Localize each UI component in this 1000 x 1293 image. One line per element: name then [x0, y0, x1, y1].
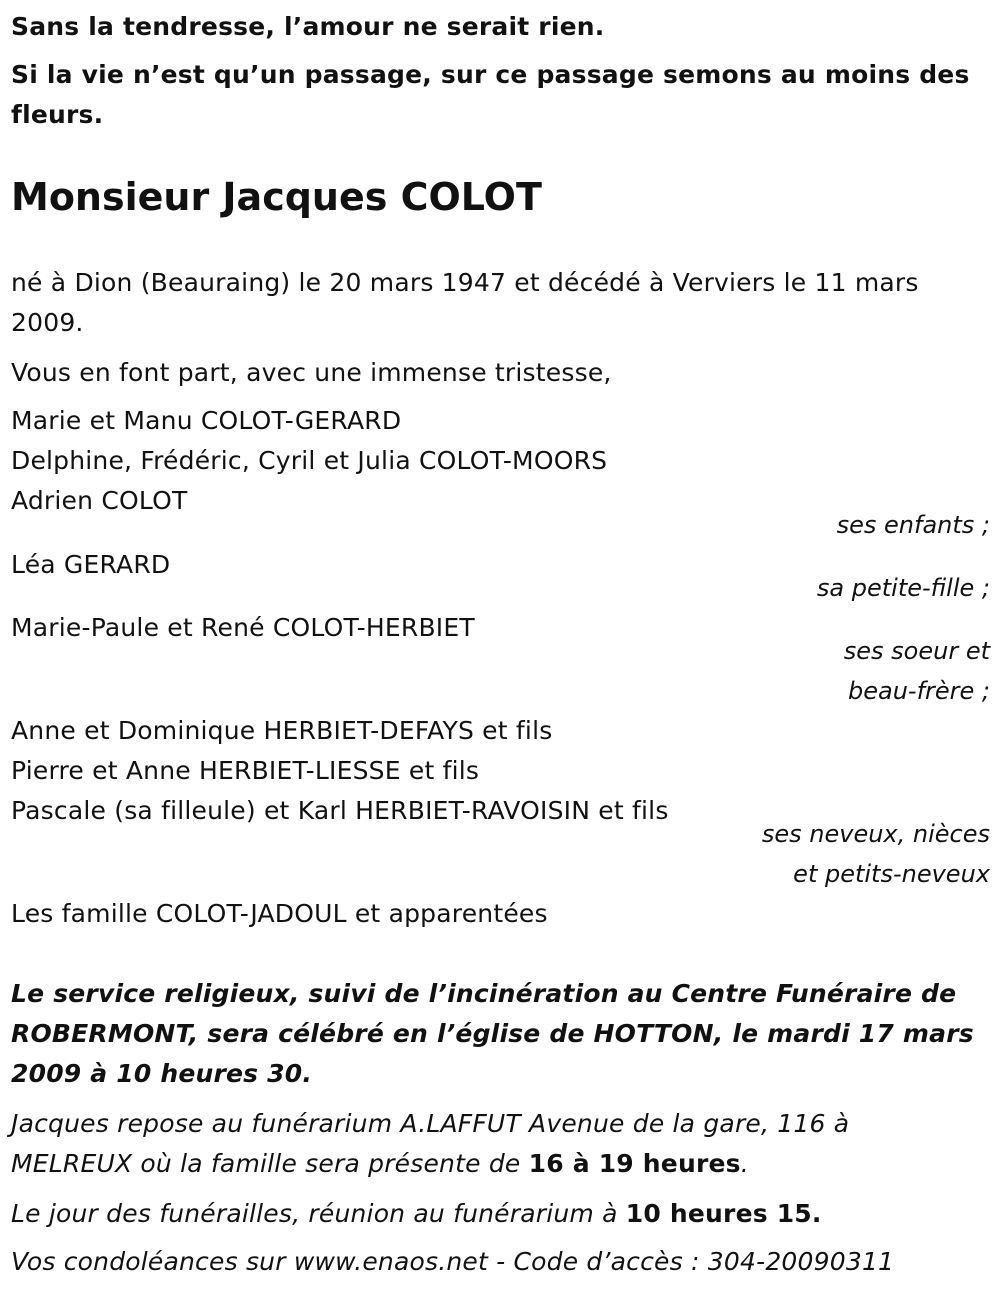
family-child-3: Adrien COLOT: [11, 486, 188, 515]
nephews-relation-line-1: ses neveux, nièces: [761, 820, 990, 848]
family-nephew-3: Pascale (sa filleule) et Karl HERBIET-RAVOISIN et fils: [11, 796, 669, 825]
family-sibling: Marie-Paule et René COLOT-HERBIET: [11, 613, 475, 642]
family-nephew-2: Pierre et Anne HERBIET-LIESSE et fils: [11, 756, 480, 785]
funerarium-line-2-end: .: [740, 1149, 749, 1178]
family-other: Les famille COLOT-JADOUL et apparentées: [11, 899, 548, 928]
sibling-relation-line-2: beau-frère ;: [847, 677, 990, 705]
service-line-3: 2009 à 10 heures 30.: [11, 1059, 313, 1088]
meeting-text: Le jour des funérailles, réunion au funérarium à: [11, 1199, 626, 1228]
nephews-relation-line-2: et petits-neveux: [793, 860, 990, 888]
family-nephew-1: Anne et Dominique HERBIET-DEFAYS et fils: [11, 716, 553, 745]
granddaughter-relation: sa petite-fille ;: [816, 574, 990, 602]
condolences-line: Vos condoléances sur www.enaos.net - Code d’accès : 304-20090311: [11, 1247, 895, 1276]
announcement-intro: Vous en font part, avec une immense tristesse,: [11, 358, 612, 387]
quote-line-1: Sans la tendresse, l’amour ne serait rien.: [11, 12, 605, 41]
visiting-hours: 16 à 19 heures: [528, 1149, 741, 1178]
service-line-2: ROBERMONT, sera célébré en l’église de HOTTON, le mardi 17 mars: [11, 1019, 974, 1048]
meeting-line: [11, 1194, 822, 1234]
birth-death-line-1: né à Dion (Beauraing) le 20 mars 1947 et décédé à Verviers le 11 mars: [11, 268, 919, 297]
sibling-relation-line-1: ses soeur et: [843, 637, 990, 665]
family-granddaughter: Léa GERARD: [11, 550, 171, 579]
deceased-name: Monsieur Jacques COLOT: [11, 175, 542, 219]
funerarium-line-2-text: MELREUX où la famille sera présente de: [11, 1149, 529, 1178]
meeting-time: 10 heures 15.: [625, 1199, 822, 1228]
birth-death-line-2: 2009.: [11, 308, 84, 337]
service-line-1: Le service religieux, suivi de l’incinération au Centre Funéraire de: [11, 979, 957, 1008]
children-relation: ses enfants ;: [836, 511, 990, 539]
funerarium-line-1: Jacques repose au funérarium A.LAFFUT Avenue de la gare, 116 à: [11, 1109, 850, 1138]
quote-line-2: Si la vie n’est qu’un passage, sur ce passage semons au moins des: [11, 60, 970, 89]
family-child-2: Delphine, Frédéric, Cyril et Julia COLOT-MOORS: [11, 446, 608, 475]
funerarium-line-2: [11, 1144, 749, 1184]
quote-line-3: fleurs.: [11, 100, 104, 129]
family-child-1: Marie et Manu COLOT-GERARD: [11, 406, 402, 435]
